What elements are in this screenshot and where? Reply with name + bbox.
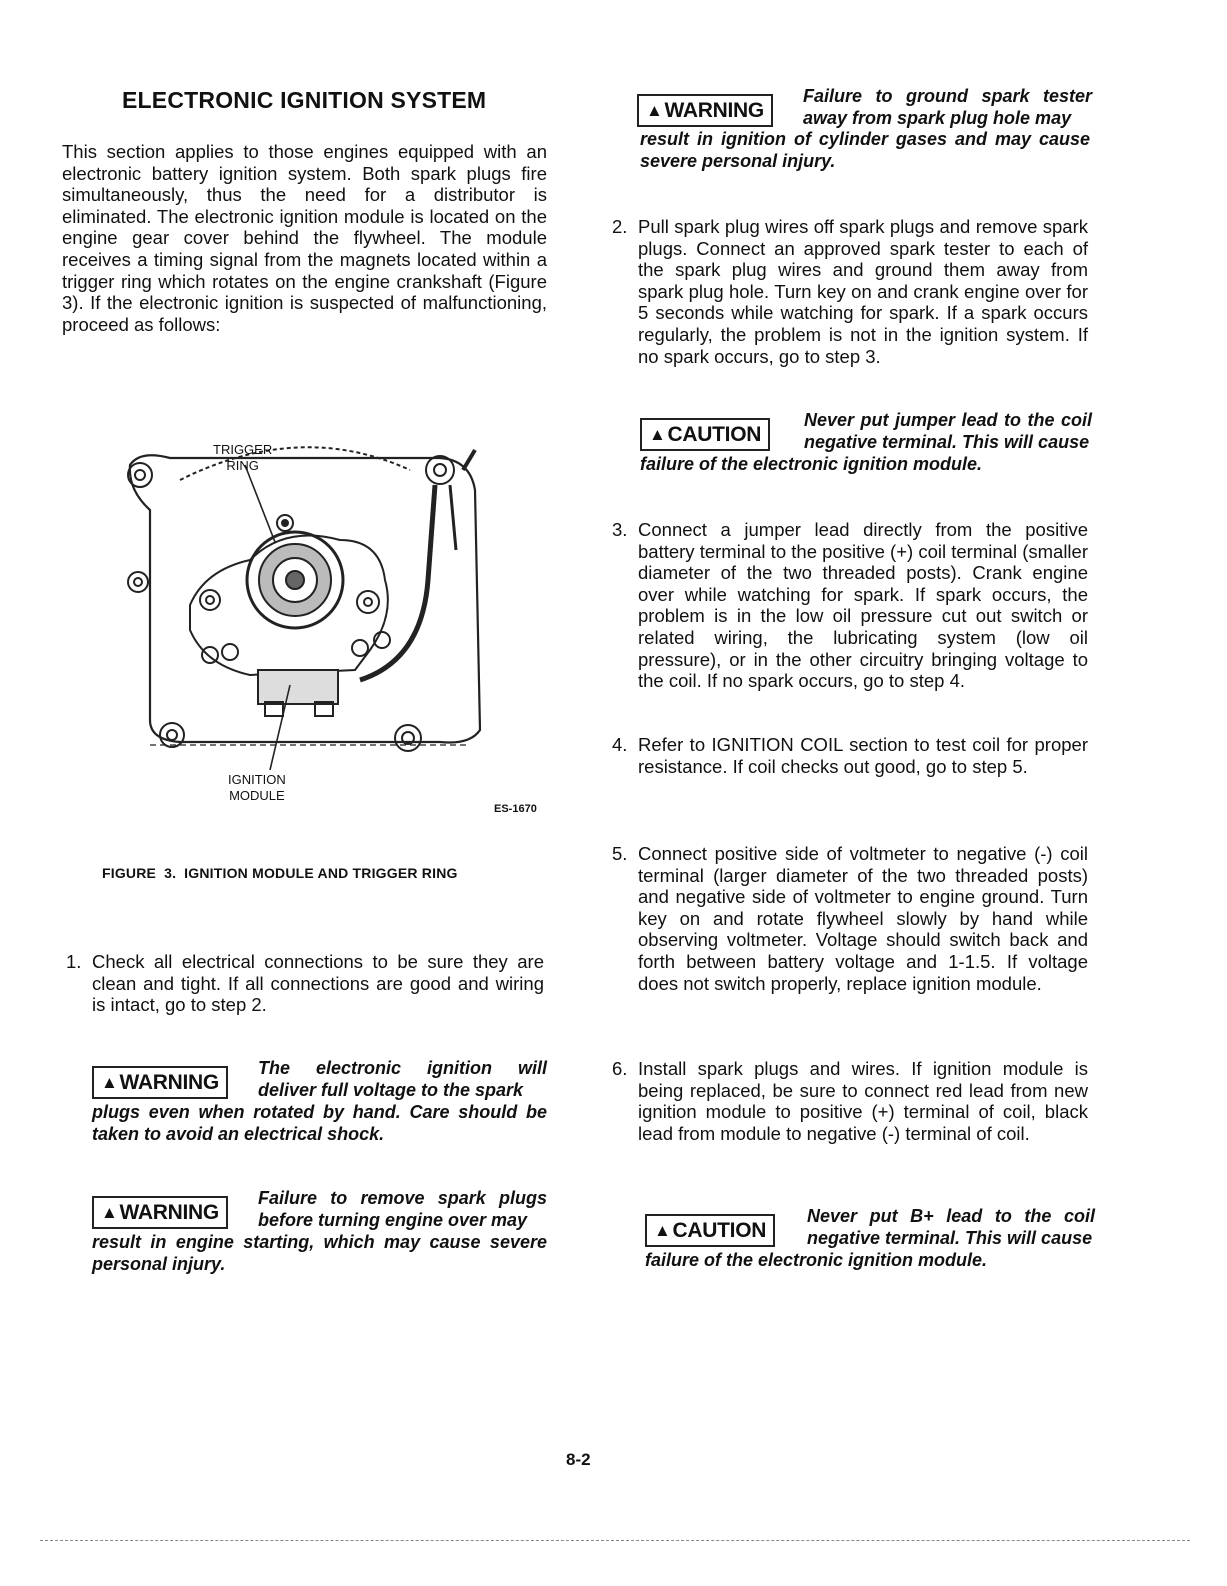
ignition-module-label: IGNITION MODULE xyxy=(228,772,286,803)
trigger-ring-label: TRIGGER RING xyxy=(213,442,273,473)
warning-triangle-icon: ▲ xyxy=(646,101,663,120)
intro-paragraph: This section applies to those engines equipped with an electronic battery ignition system. Both spark plugs fire simultaneously, thus the need for a distributor is eliminated. The electronic ignition module is located on the engine gear cover behind the flywheel. The module receives a timing signal from the magnets located within a trigger ring which rotates on the engine crankshaft (Figure 3). If the electronic ignition is suspected of malfunctioning, proceed as follows: xyxy=(62,141,547,335)
caution-triangle-icon: ▲ xyxy=(649,425,666,444)
figure-caption: FIGURE 3. IGNITION MODULE AND TRIGGER RING xyxy=(102,865,458,881)
warning-electrical-shock: ▲WARNING The electronic ignition will deliver full voltage to the spark plugs even when rotated by hand. Care should be taken to avoid an electrical shock. xyxy=(92,1058,547,1144)
warning-badge: ▲WARNING xyxy=(92,1196,228,1229)
warning-badge: ▲WARNING xyxy=(637,94,773,127)
warning-triangle-icon: ▲ xyxy=(101,1073,118,1092)
caution-badge: ▲CAUTION xyxy=(640,418,770,451)
warning-ground-spark-tester: ▲WARNING Failure to ground spark tester away from spark plug hole may result in ignition of cylinder gases and may cause severe personal injury. xyxy=(637,86,1092,176)
warning-badge: ▲WARNING xyxy=(92,1066,228,1099)
footer-divider xyxy=(40,1540,1190,1541)
page-title: ELECTRONIC IGNITION SYSTEM xyxy=(122,87,487,113)
caution-badge: ▲CAUTION xyxy=(645,1214,775,1247)
warning-remove-spark-plugs: ▲WARNING Failure to remove spark plugs before turning engine over may result in engine starting, which may cause severe personal injury. xyxy=(92,1188,547,1274)
caution-b-plus-lead: ▲CAUTION Never put B+ lead to the coil negative terminal. This will cause failure of the electronic ignition module. xyxy=(645,1206,1095,1270)
caution-triangle-icon: ▲ xyxy=(654,1221,671,1240)
warning-triangle-icon: ▲ xyxy=(101,1203,118,1222)
ignition-module-diagram xyxy=(110,430,500,775)
page-number: 8-2 xyxy=(566,1450,591,1469)
caution-jumper-lead: ▲CAUTION Never put jumper lead to the coil negative terminal. This will cause failure of the electronic ignition module. xyxy=(640,410,1092,474)
figure-code: ES-1670 xyxy=(494,803,537,815)
engine-illustration xyxy=(110,430,500,770)
